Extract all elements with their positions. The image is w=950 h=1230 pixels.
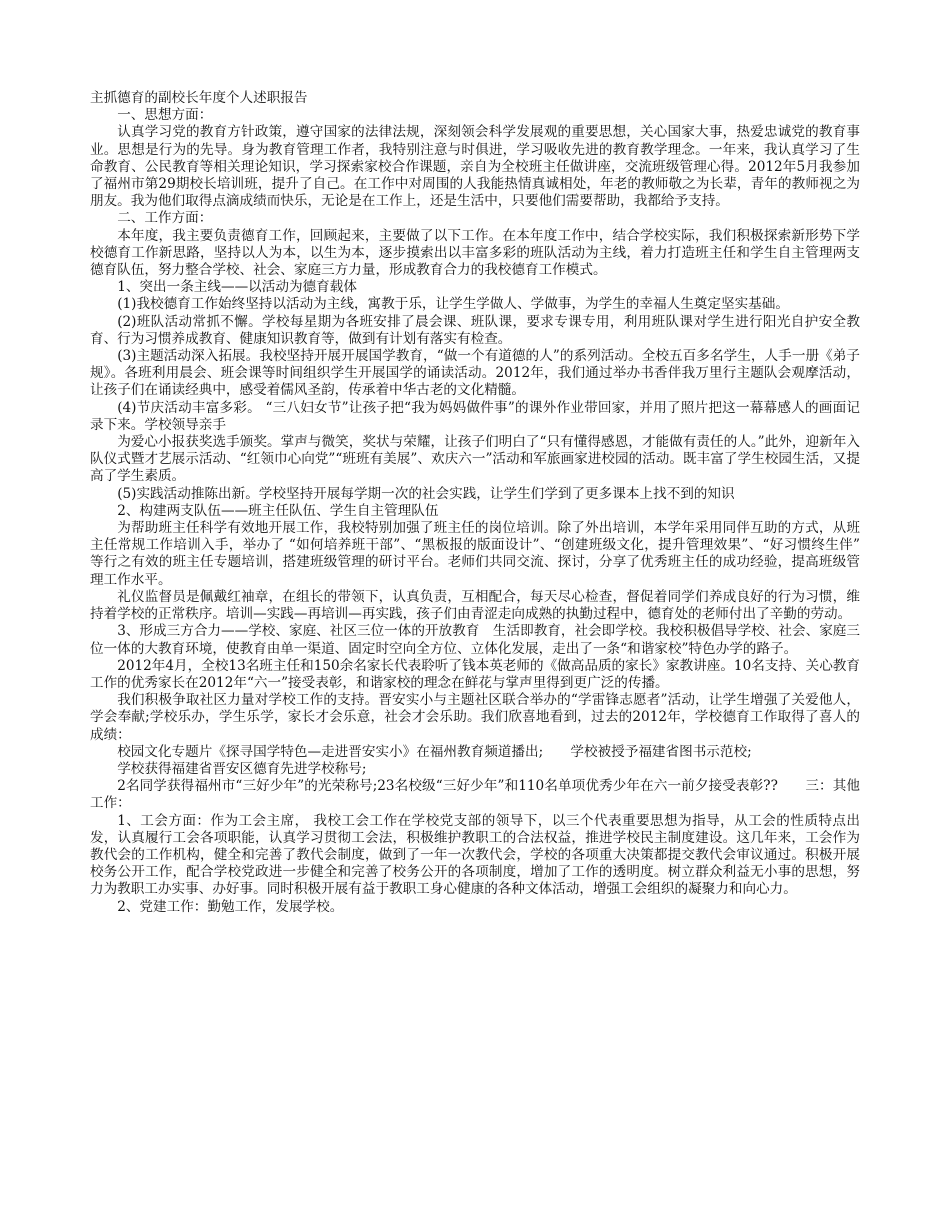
paragraph-activity-1: (1)我校德育工作始终坚持以活动为主线，寓教于乐，让学生学做人、学做事，为学生的幸福人生奠定坚实基础。 — [117, 296, 789, 313]
paragraph-etiquette-monitor: 礼仪监督员是佩戴红袖章，在组长的带领下，认真负责，互相配合，每天尽心检查，督促着同学们养成良好的行为习惯，维持着学校的正常秩序。培训—实践—再培训—再实践，孩子们由青涩走向成熟的执勤过程中，德育处的老师付出了辛勤的劳动。 — [90, 588, 860, 623]
section-heading-thought: 一、思想方面： — [117, 107, 213, 124]
paragraph-community: 我们积极争取社区力量对学校工作的支持。晋安实小与主题社区联合举办的“学雷锋志愿者”活动，让学生增强了关爱他人，学会奉献;学校乐办，学生乐学，家长才会乐意，社会才会乐助。我们欣喜地看到，过去的2012年，学校德育工作取得了喜人的成绩： — [90, 692, 860, 743]
paragraph-activity-2: (2)班队活动常抓不懈。学校每星期为各班安排了晨会课、班队课，要求专课专用，利用班队课对学生进行阳光自护安全教育、行为习惯养成教育、健康知识教育等，做到有计划有落实有检查。 — [90, 313, 860, 347]
paragraph-activity-4-cont: 为爱心小报获奖选手颁奖。掌声与微笑，奖状与荣耀，让孩子们明白了“只有懂得感恩，才能做有责任的人。”此外，迎新年入队仪式暨才艺展示活动、“红领巾心向党”“班班有美展”、欢庆六一”活动和军旅画家进校园的活动。既丰富了学生校园生活，又提高了学生素质。 — [90, 434, 860, 485]
paragraph-activity-4: (4)节庆活动丰富多彩。 “三八妇女节”让孩子把“我为妈妈做件事”的课外作业带回家，并用了照片把这一幕幕感人的画面记录下来。学校领导亲手 — [90, 399, 860, 433]
paragraph-teacher-training: 为帮助班主任科学有效地开展工作，我校特别加强了班主任的岗位培训。除了外出培训，本学年采用同伴互助的方式，从班主任常规工作培训入手，举办了 “如何培养班干部”、“黑板报的版面设计”、“创建班级文化，提升管理效果”、“好习惯终生伴” 等行之有效的班主任专题培训，搭建班级管理的研讨平台。老师们共同交流、探讨，分享了优秀班主任的成功经验，提高班级管理工作水平。 — [90, 520, 860, 588]
subsection-heading-mainline: 1、突出一条主线——以活动为德育载体 — [117, 279, 357, 296]
paragraph-thought: 认真学习党的教育方针政策，遵守国家的法律法规，深刻领会科学发展观的重要思想，关心国家大事，热爱忠诚党的教育事业。思想是行为的先导。身为教育管理工作者，我特别注意与时俱进，学习吸收先进的教育教学理念。一年来，我认真学习了生命教育、公民教育等相关理论知识，学习探索家校合作课题，亲自为全校班主任做讲座，交流班级管理心得。2012年5月我参加了福州市第29期校长培训班，提升了自己。在工作中对周围的人我能热情真诚相处，年老的教师敬之为长辈，青年的教师视之为朋友。我为他们取得点滴成绩而快乐，无论是在工作上，还是生活中，只要他们需要帮助，我都给予支持。 — [90, 124, 860, 210]
document-page — [90, 90, 860, 916]
document-title: 主抓德育的副校长年度个人述职报告 — [90, 90, 308, 106]
achievement-item: 2名同学获得福州市“三好少年”的光荣称号;23名校级“三好少年”和110名单项优秀少年在六一前夕接受表彰?? 三：其他工作： — [90, 778, 860, 812]
paragraph-activity-5: (5)实践活动推陈出新。学校坚持开展每学期一次的社会实践，让学生们学到了更多课本上找不到的知识 — [117, 485, 735, 502]
achievement-item: 校园文化专题片《探寻国学特色—走进晋安实小》在福州教育频道播出; 学校被授予福建省图书示范校; — [117, 743, 752, 760]
achievement-item: 学校获得福建省晋安区德育先进学校称号; — [117, 760, 367, 777]
paragraph-parent-lecture: 2012年4月，全校13名班主任和150余名家长代表聆听了钱本英老师的《做高品质的家长》家教讲座。10名支持、关心教育工作的优秀家长在2012年“六一”接受表彰，和谐家校的理念在鲜花与掌声里得到更广泛的传播。 — [90, 657, 860, 691]
subsection-heading-teams: 2、构建两支队伍——班主任队伍、学生自主管理队伍 — [117, 502, 439, 519]
paragraph-party-building: 2、党建工作：勤勉工作，发展学校。 — [117, 898, 344, 915]
paragraph-activity-3: (3)主题活动深入拓展。我校坚持开展开展国学教育，“做一个有道德的人”的系列活动。全校五百多名学生，人手一册《弟子规》。各班利用晨会、班会课等时间组织学生开展国学的诵读活动。2012年，我们通过举办书香伴我万里行主题队会观摩活动，让孩子们在诵读经典中，感受着儒风圣韵，传承着中华古老的文化精髓。 — [90, 348, 860, 399]
paragraph-work-intro: 本年度，我主要负责德育工作，回顾起来，主要做了以下工作。在本年度工作中，结合学校实际，我们积极探索新形势下学校德育工作新思路，坚持以人为本，以生为本，逐步摸索出以丰富多彩的班队活动为主线，着力打造班主任和学生自主管理两支德育队伍，努力整合学校、社会、家庭三方力量，形成教育合力的我校德育工作模式。 — [90, 227, 860, 279]
section-heading-work: 二、工作方面： — [117, 210, 213, 227]
paragraph-union: 1、工会方面：作为工会主席， 我校工会工作在学校党支部的领导下，以三个代表重要思想为指导，从工会的性质特点出发，认真履行工会各项职能，认真学习贯彻工会法，积极维护教职工的合法权益，推进学校民主制度建设。这几年来，工会作为教代会的工作机构，健全和完善了教代会制度，做到了一年一次教代会，学校的各项重大决策都提交教代会审议通过。积极开展校务公开工作，配合学校党政进一步健全和完善了校务公开的各项制度，增加了工作的透明度。树立群众利益无小事的思想，努力为教职工办实事、办好事。同时积极开展有益于教职工身心健康的各种文体活动，增强工会组织的凝聚力和向心力。 — [90, 812, 860, 898]
subsection-heading-three-parties: 3、形成三方合力——学校、家庭、社区三位一体的开放教育 生活即教育，社会即学校。我校积极倡导学校、社会、家庭三位一体的大教育环境，使教育由单一渠道、固定时空向全方位、立体化发展，走出了一条“和谐家校”特色办学的路子。 — [90, 623, 860, 657]
